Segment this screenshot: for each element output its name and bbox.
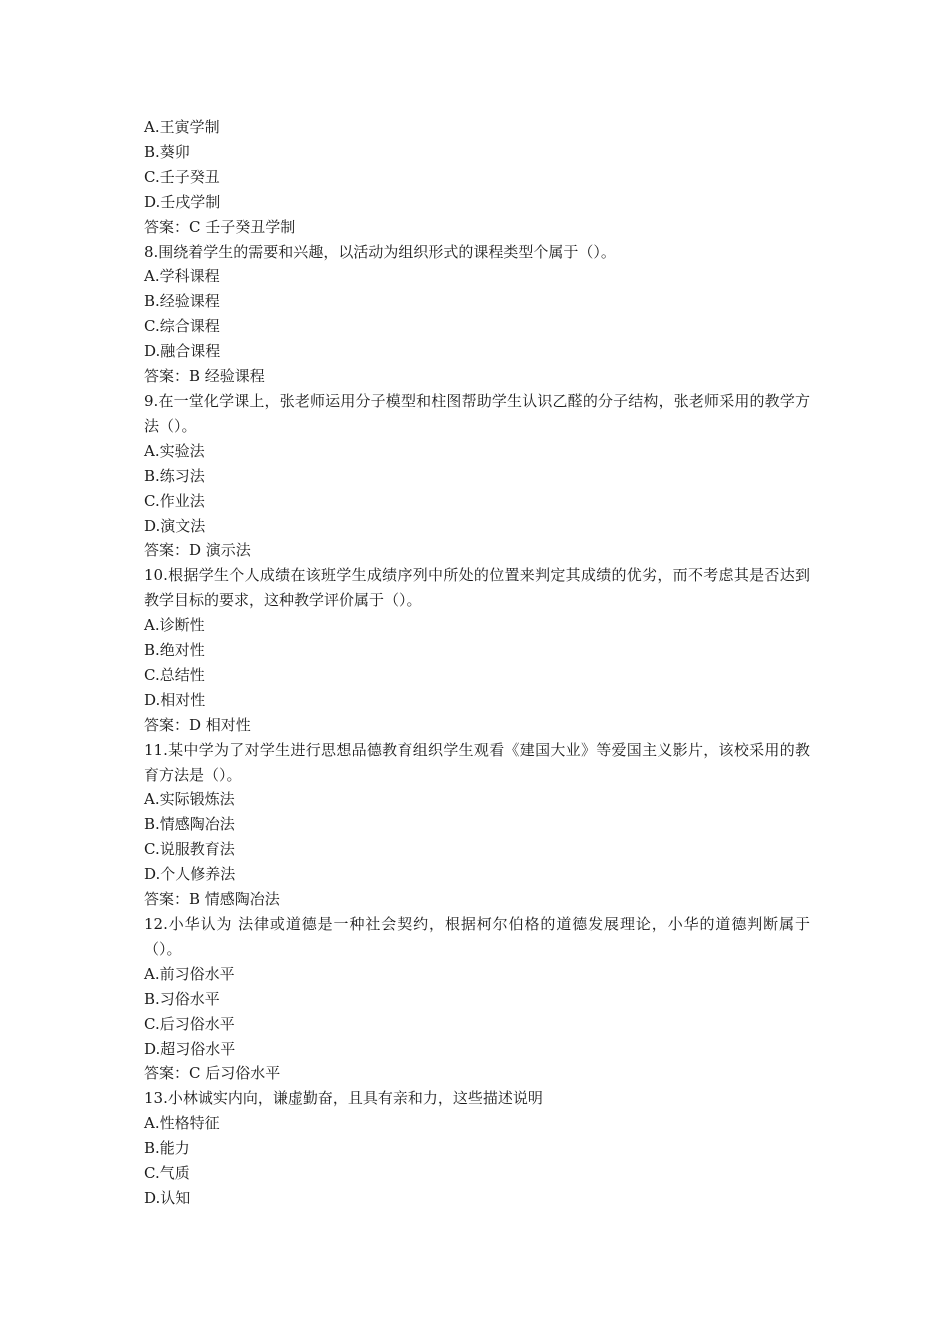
question-12: 12.小华认为 法律或道德是一种社会契约，根据柯尔伯格的道德发展理论，小华的道德判断属于（）。 — [144, 915, 810, 958]
option-line: D.相对性 — [144, 690, 206, 709]
option-line: D.融合课程 — [144, 342, 221, 361]
option-line: D.超习俗水平 — [144, 1039, 236, 1058]
option-line: A.学科课程 — [144, 267, 220, 286]
option-line: D.壬戌学制 — [144, 192, 221, 211]
option-line: A.实际锻炼法 — [144, 790, 235, 809]
option-line: B.习俗水平 — [144, 989, 220, 1008]
option-line: C.总结性 — [144, 665, 205, 684]
answer-line: 答案：D 相对性 — [144, 715, 251, 734]
option-line: A.王寅学制 — [144, 118, 220, 136]
document-page — [144, 115, 810, 1211]
answer-line: 答案：B 情感陶冶法 — [144, 890, 280, 909]
option-line: A.实验法 — [144, 441, 205, 460]
option-line: D.个人修养法 — [144, 865, 236, 884]
question-11: 11.某中学为了对学生进行思想品德教育组织学生观看《建国大业》等爱国主义影片，该校采用的教育方法是（）。 — [144, 740, 810, 784]
question-8: 8.围绕着学生的需要和兴趣，以活动为组织形式的课程类型个属于（）。 — [144, 242, 616, 261]
option-line: C.壬子癸丑 — [144, 167, 220, 186]
option-line: B.绝对性 — [144, 641, 205, 660]
option-line: B.葵卯 — [144, 142, 190, 161]
option-line: B.练习法 — [144, 466, 205, 485]
answer-line: 答案：C 壬子癸丑学制 — [144, 217, 296, 236]
question-9: 9.在一堂化学课上，张老师运用分子模型和柱图帮助学生认识乙醛的分子结构，张老师采用的教学方法（）。 — [144, 391, 810, 435]
option-line: B.情感陶冶法 — [144, 815, 235, 834]
option-line: C.气质 — [144, 1164, 190, 1183]
option-line: C.作业法 — [144, 491, 205, 510]
answer-line: 答案：C 后习俗水平 — [144, 1064, 281, 1083]
option-line: C.后习俗水平 — [144, 1014, 235, 1033]
option-line: D.认知 — [144, 1188, 191, 1207]
answer-line: 答案：D 演示法 — [144, 541, 251, 560]
option-line: C.说服教育法 — [144, 840, 235, 859]
option-line: A.前习俗水平 — [144, 964, 235, 983]
option-line: C.综合课程 — [144, 317, 220, 336]
option-line: D.演文法 — [144, 516, 206, 535]
question-10: 10.根据学生个人成绩在该班学生成绩序列中所处的位置来判定其成绩的优劣，而不考虑其是否达到教学目标的要求，这种教学评价属于（）。 — [144, 566, 810, 610]
option-line: B.经验课程 — [144, 292, 220, 311]
option-line: B.能力 — [144, 1139, 190, 1158]
option-line: A.诊断性 — [144, 616, 205, 635]
option-line: A.性格特征 — [144, 1114, 220, 1133]
question-13: 13.小林诚实内向，谦虚勤奋，且具有亲和力，这些描述说明 — [144, 1089, 543, 1108]
answer-line: 答案：B 经验课程 — [144, 367, 265, 386]
